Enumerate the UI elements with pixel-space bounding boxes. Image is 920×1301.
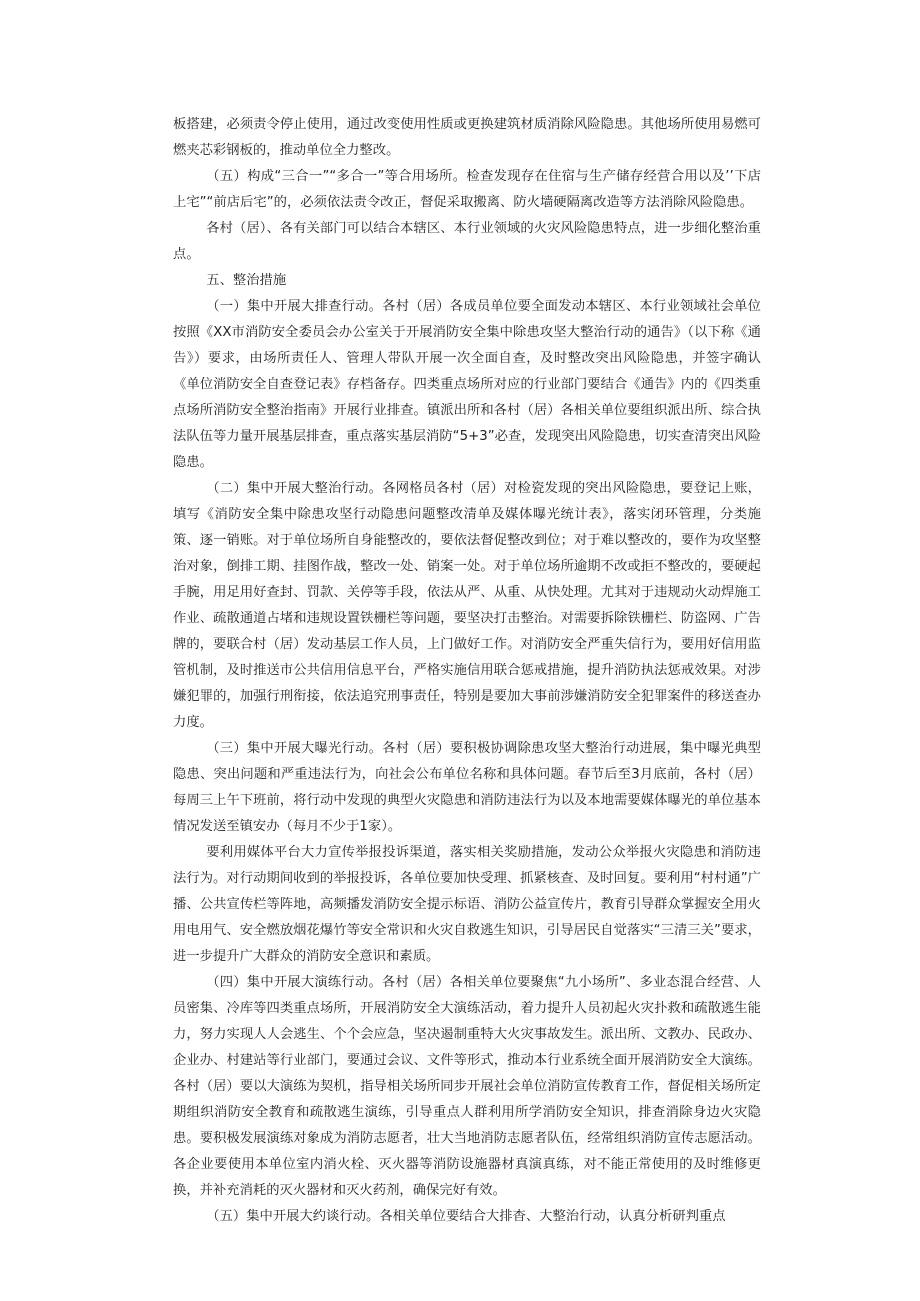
- paragraph-refine-priorities: 各村（居）、各有关部门可以结合本辖区、本行业领域的火灾风险隐患特点，进一步细化整治重点。: [173, 221, 761, 262]
- paragraph-drill-action: （四）集中开展大演练行动。各村（居）各相关单位要聚焦“九小场所”、多业态混合经营、人员密集、冷库等四类重点场所，开展消防安全大演练活动，着力提升人员初起火灾扑救和疏散逃生能力，努力实现人人会逃生、个个会应急，坚决遏制重特大火灾事故发生。派出所、文教办、民政办、企业办、村建站等行业部门，要通过会议、文件等形式，推动本行业系统全面开展消防安全大演练。各村（居）要以大演练为契机，指导相关场所同步开展社会单位消防宣传教育工作，督促相关场所定期组织消防安全教育和疏散逃生演练，引导重点人群利用所学消防安全知识，排查消除身边火灾隐患。要积极发展演练对象成为消防志愿者，壮大当地消防志愿者队伍，经常组织消防宣传志愿活动。各企业要使用本单位室内消火栓、灭火器等消防设施器材真演真练，对不能正常使用的及时维修更换，并补充消耗的灭火器材和灭火药剂，确保完好有效。: [173, 975, 761, 1198]
- paragraph-media-publicity: 要利用媒体平台大力宣传举报投诉渠道，落实相关奖励措施，发动公众举报火灾隐患和消防违法行为。对行动期间收到的举报投诉，各单位要加快受理、抓紧核查、及时回复。要利用“村村通”广播、公共宣传栏等阵地，高频播发消防安全提示标语、消防公益宣传片，教育引导群众掌握安全用火用电用气、安全燃放烟花爆竹等安全常识和火灾自救逃生知识，引导居民自觉落实“三清三关”要求，进一步提升广大群众的消防安全意识和素质。: [173, 845, 761, 964]
- section-heading-measures: 五、整治措施: [206, 273, 287, 288]
- paragraph-rectification-action: （二）集中开展大整治行动。各网格员各村（居）对检瓷发现的突出风险隐患，要登记上账，填写《消防安全集中除患攻坚行动隐患问题整改清单及媒体曝光统计表》，落实闭环管理，分类施策、逐一销账。对于单位场所自身能整改的，要依法督促整改到位；对于难以整改的，要作为攻坚整治对象，倒排工期、挂图作战，整改一处、销案一处。对于单位场所逾期不改或拒不整改的，要硬起手腕，用足用好查封、罚款、关停等手段，依法从严、从重、从快处理。尤其对于违规动火动焊施工作业、疏散通道占堵和违规设置铁栅栏等问题，要坚决打击整治。对需要拆除铁栅栏、防盗网、广告牌的，要联合村（居）发动基层工作人员，上门做好工作。对消防安全严重失信行为，要用好信用监管机制，及时推送市公共信用信息平台，严格实施信用联合惩戒措施，提升消防执法惩戒效果。对涉嫌犯罪的，加强行刑衔接，依法追究刑事责任，特别是要加大事前涉嫌消防安全犯罪案件的移送查办力度。: [173, 481, 761, 730]
- paragraph-mixed-use-premises: （五）构成“三合一”“多合一”等合用场所。检查发现存在住宿与生产储存经营合用以及’’下店上宅”“前店后宅”的，必须依法责令改正，督促采取搬离、防火墙硬隔离改造等方法消除风险隐患。: [173, 169, 761, 210]
- paragraph-interview-action: （五）集中开展大约谈行动。各相关单位要结合大排杳、大整治行动，认真分析研判重点: [206, 1209, 726, 1224]
- paragraph-exposure-action: （三）集中开展大曝光行动。各村（居）要积极协调除患攻坚大整治行动进展，集中曝光典型隐患、突出问题和严重违法行为，向社会公布单位名称和具体问题。春节后至3月底前，各村（居）每周三上午下班前，将行动中发现的典型火灾隐患和消防违法行为以及本地需要媒体曝光的单位基本情况发送至镇安办（每月不少于1家）。: [173, 741, 761, 834]
- document-body: [173, 112, 761, 1230]
- paragraph-fire-sandwich-panels: 板搭建，必须责令停止使用，通过改变使用性质或更换建筑材质消除风险隐患。其他场所使用易燃可燃夹芯彩钢板的，推动单位全力整改。: [173, 117, 761, 158]
- paragraph-inspection-action: （一）集中开展大排查行动。各村（居）各成员单位要全面发动本辖区、本行业领域社会单位按照《XX市消防安全委员会办公室关于开展消防安全集中除患攻坚大整治行动的通告》（以下称《通告》）要求，由场所责任人、管理人带队开展一次全面自查，及时整改突出风险隐患，并签字确认《单位消防安全自查登记表》存档备存。四类重点场所对应的行业部门要结合《通告》内的《四类重点场所消防安全整治指南》开展行业排查。镇派出所和各村（居）各相关单位要组织派出所、综合执法队伍等力量开展基层排查，重点落实基层消防“5+3”必查，发现突出风险隐患，切实查清突出风险隐患。: [173, 299, 761, 470]
